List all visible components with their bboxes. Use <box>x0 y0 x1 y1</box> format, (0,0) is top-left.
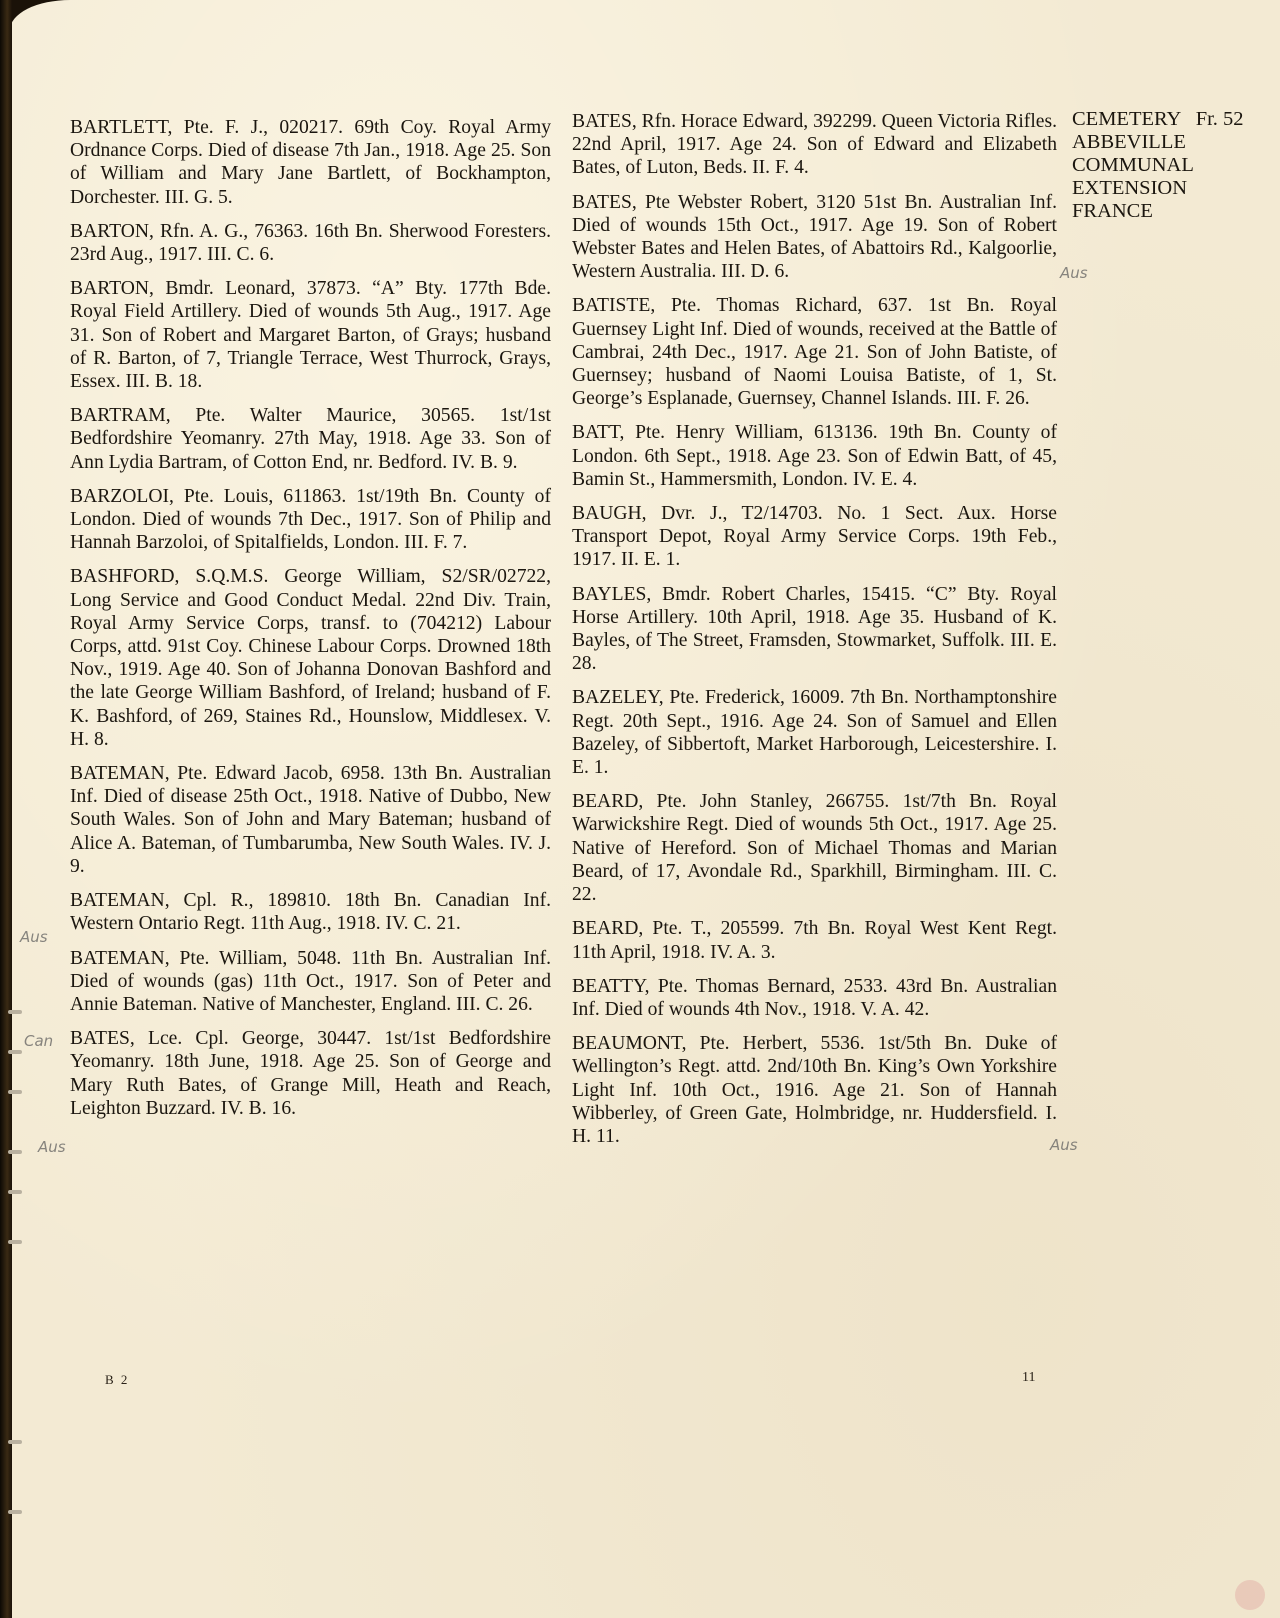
signature-mark: B 2 <box>105 1372 130 1387</box>
cemetery-line: ABBEVILLE <box>1072 131 1186 153</box>
register-entry: BARTON, Rfn. A. G., 76363. 16th Bn. Sherwood Foresters. 23rd Aug., 1917. III. C. 6. <box>70 220 551 266</box>
cemetery-line: CEMETERY <box>1072 108 1181 130</box>
cemetery-line: EXTENSION <box>1072 177 1188 199</box>
register-entry: BEARD, Pte. John Stanley, 266755. 1st/7th Bn. Royal Warwickshire Regt. Died of wounds 5th Oct., 1917. Age 25. Native of Hereford. Son of Michael Thomas and Marian Beard, of 17, Avondale Rd., Sparkhill, Birmingham. III. C. 22. <box>572 791 1057 906</box>
register-entry: BAYLES, Bmdr. Robert Charles, 15415. “C” Bty. Royal Horse Artillery. 10th April, 1918. Age 35. Husband of K. Bayles, of The Street, Framsden, Stowmarket, Suffolk. III. E. 28. <box>572 583 1057 675</box>
binding-stitch <box>8 1510 22 1514</box>
register-entry: BAUGH, Dvr. J., T2/14703. No. 1 Sect. Aux. Horse Transport Depot, Royal Army Service Corps. 19th Feb., 1917. II. E. 1. <box>572 503 1057 571</box>
register-entry: BARTRAM, Pte. Walter Maurice, 30565. 1st/1st Bedfordshire Yeomanry. 27th May, 1918. Age 33. Son of Ann Lydia Bartram, of Cotton End, nr. Bedford. IV. B. 9. <box>70 405 551 473</box>
handwritten-note: Can <box>24 1032 54 1050</box>
binding-stitch <box>8 1150 22 1154</box>
register-entry: BEARD, Pte. T., 205599. 7th Bn. Royal West Kent Regt. 11th April, 1918. IV. A. 3. <box>572 918 1057 963</box>
register-entry: BEATTY, Pte. Thomas Bernard, 2533. 43rd Bn. Australian Inf. Died of wounds 4th Nov., 1918. V. A. 42. <box>572 975 1057 1020</box>
register-entry: BATES, Pte Webster Robert, 3120 51st Bn. Australian Inf. Died of wounds 15th Oct., 1917. Age 19. Son of Robert Webster Bates and Helen Bates, of Abattoirs Rd., Kalgoorlie, Western Australia. III. D. 6. <box>572 191 1057 283</box>
right-column <box>572 110 1057 1159</box>
binding-stitch <box>8 1440 22 1444</box>
register-entry: BAZELEY, Pte. Frederick, 16009. 7th Bn. Northamptonshire Regt. 20th Sept., 1916. Age 24. Son of Samuel and Ellen Bazeley, of Sibbertoft, Market Harborough, Leicestershire. I. E. 1. <box>572 687 1057 779</box>
binding-stitch <box>8 1190 22 1194</box>
cemetery-line: COMMUNAL <box>1072 154 1194 176</box>
register-entry: BATT, Pte. Henry William, 613136. 19th Bn. County of London. 6th Sept., 1918. Age 23. Son of Edwin Batt, of 45, Bamin St., Hammersmith, London. IV. E. 4. <box>572 422 1057 490</box>
binding-stitch <box>8 1240 22 1244</box>
handwritten-note: Aus <box>1060 264 1088 282</box>
page-reference: Fr. 52 <box>1195 108 1244 130</box>
handwritten-note: Aus <box>20 928 48 946</box>
left-column <box>70 116 551 1131</box>
page-number: 11 <box>1022 1370 1036 1385</box>
register-entry: BARTLETT, Pte. F. J., 020217. 69th Coy. Royal Army Ordnance Corps. Died of disease 7th Jan., 1918. Age 25. Son of William and Mary Jane Bartlett, of Bockhampton, Dorchester. III. G. 5. <box>70 117 551 208</box>
register-entry: BARZOLOI, Pte. Louis, 611863. 1st/19th Bn. County of London. Died of wounds 7th Dec., 1917. Son of Philip and Hannah Barzoloi, of Spitalfields, London. III. F. 7. <box>70 485 551 554</box>
binding-stitch <box>8 1010 22 1014</box>
register-entry: BATISTE, Pte. Thomas Richard, 637. 1st Bn. Royal Guernsey Light Inf. Died of wounds, received at the Battle of Cambrai, 24th Dec., 1917. Age 21. Son of John Batiste, of Guernsey; husband of Naomi Louisa Batiste, of 1, St. George’s Esplanade, Guernsey, Channel Islands. III. F. 26. <box>572 295 1057 410</box>
register-entry: BEAUMONT, Pte. Herbert, 5536. 1st/5th Bn. Duke of Wellington’s Regt. attd. 2nd/10th Bn. King’s Own Yorkshire Light Inf. 10th Oct., 1916. Age 21. Son of Hannah Wibberley, of Green Gate, Holmbridge, nr. Huddersfield. I. H. 11. <box>572 1033 1057 1147</box>
register-entry: BATEMAN, Pte. William, 5048. 11th Bn. Australian Inf. Died of wounds (gas) 11th Oct., 1917. Son of Peter and Annie Bateman. Native of Manchester, England. III. C. 26. <box>70 947 551 1015</box>
register-entry: BATES, Rfn. Horace Edward, 392299. Queen Victoria Rifles. 22nd April, 1917. Age 24. Son of Edward and Elizabeth Bates, of Luton, Beds. II. F. 4. <box>572 111 1057 179</box>
register-entry: BASHFORD, S.Q.M.S. George William, S2/SR/02722, Long Service and Good Conduct Medal. 22nd Div. Train, Royal Army Service Corps, transf. to (704212) Labour Corps, attd. 91st Coy. Chinese Labour Corps. Drowned 18th Nov., 1919. Age 40. Son of Johanna Donovan Bashford and the late George William Bashford, of Ireland; husband of F. K. Bashford, of 269, Staines Rd., Hounslow, Middlesex. V. H. 8. <box>70 566 551 750</box>
cemetery-line: FRANCE <box>1072 200 1153 222</box>
cemetery-header <box>1072 108 1244 223</box>
handwritten-note: Aus <box>38 1138 66 1156</box>
handwritten-note: Aus <box>1050 1136 1078 1154</box>
register-entry: BATES, Lce. Cpl. George, 30447. 1st/1st Bedfordshire Yeomanry. 18th June, 1918. Age 25. Son of George and Mary Ruth Bates, of Grange Mill, Heath and Reach, Leighton Buzzard. IV. B. 16. <box>70 1028 551 1119</box>
document-page <box>10 0 1280 1618</box>
paper-stain <box>1235 1580 1265 1610</box>
book-spine <box>0 0 12 1618</box>
register-entry: BARTON, Bmdr. Leonard, 37873. “A” Bty. 177th Bde. Royal Field Artillery. Died of wounds 5th Aug., 1917. Age 31. Son of Robert and Margaret Barton, of Grays; husband of R. Barton, of 7, Triangle Terrace, West Thurrock, Grays, Essex. III. B. 18. <box>70 278 551 393</box>
binding-stitch <box>8 1090 22 1094</box>
register-entry: BATEMAN, Pte. Edward Jacob, 6958. 13th Bn. Australian Inf. Died of disease 25th Oct., 1918. Native of Dubbo, New South Wales. Son of John and Mary Bateman; husband of Alice A. Bateman, of Tumbarumba, New South Wales. IV. J. 9. <box>70 763 551 877</box>
register-entry: BATEMAN, Cpl. R., 189810. 18th Bn. Canadian Inf. Western Ontario Regt. 11th Aug., 1918. IV. C. 21. <box>70 890 551 935</box>
binding-stitch <box>8 1050 22 1054</box>
